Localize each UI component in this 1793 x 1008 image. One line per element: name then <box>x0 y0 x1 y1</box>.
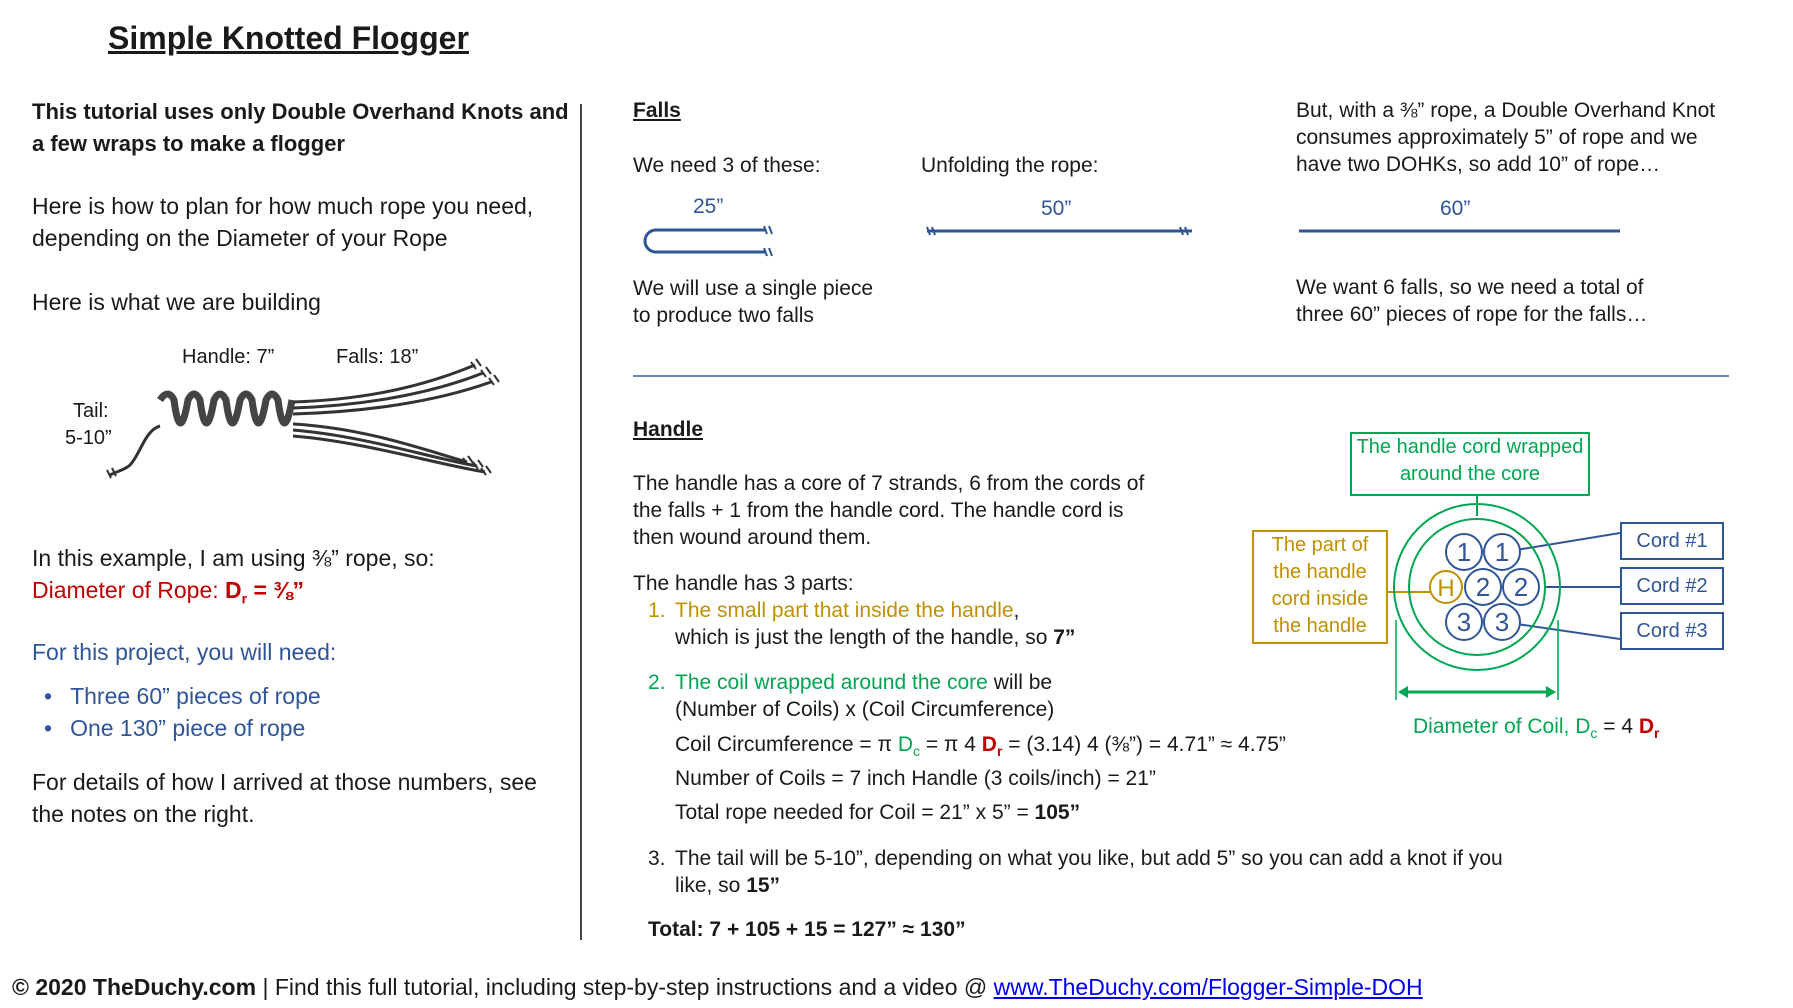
step1-number: 1. <box>648 599 666 622</box>
handle-p1-line2: the falls + 1 from the handle cord. The handle cord is <box>633 499 1124 522</box>
strand-label: 1 <box>1494 537 1510 567</box>
total-length-label: 60” <box>1440 197 1471 220</box>
page-title: Simple Knotted Flogger <box>108 20 469 56</box>
footer <box>12 972 1423 1002</box>
requirements-list <box>32 680 321 744</box>
strand-label: 2 <box>1475 572 1491 602</box>
handle-p1-line1: The handle has a core of 7 strands, 6 from the cords of <box>633 472 1145 495</box>
strand-label: 2 <box>1513 572 1529 602</box>
full-rope-diagram <box>1296 222 1626 242</box>
folded-rope-diagram <box>636 222 786 262</box>
falls-col1-text: We need 3 of these: <box>633 154 821 177</box>
falls-col1-note-1: We will use a single piece <box>633 277 874 300</box>
tail-cord <box>110 426 160 475</box>
falls-col3-note-2: three 60” pieces of rope for the falls… <box>1296 303 1648 326</box>
tail-label: Tail: <box>73 400 109 422</box>
requirements-heading: For this project, you will need: <box>32 639 337 665</box>
total-coil-rope: Total rope needed for Coil = 21” x 5” = 105” <box>675 801 1081 824</box>
step2-line2: (Number of Coils) x (Coil Circumference) <box>675 698 1055 721</box>
tail-length-label: 5-10” <box>65 427 112 449</box>
unfolded-rope-diagram <box>922 222 1197 242</box>
copyright: © 2020 TheDuchy.com <box>12 974 257 1000</box>
example-text: In this example, I am using ⅜” rope, so: <box>32 545 435 571</box>
handle-coil <box>160 394 292 423</box>
column-divider <box>580 104 582 940</box>
flogger-illustration <box>55 340 525 490</box>
cord2-label-box: Cord #2 <box>1620 567 1724 605</box>
handle-strand-label: H <box>1437 575 1455 602</box>
step1-line1: The small part that inside the handle, <box>675 599 1020 622</box>
falls-col3-line1: But, with a ⅜” rope, a Double Overhand Knot <box>1296 99 1716 122</box>
connector-line <box>1510 623 1620 639</box>
connector-line <box>1510 533 1620 551</box>
fold-length-label: 25” <box>693 195 724 218</box>
falls-col1-note-2: to produce two falls <box>633 304 814 327</box>
list-item: • One 130” piece of rope <box>32 712 321 744</box>
handle-length-label: Handle: 7” <box>182 346 275 368</box>
falls-heading: Falls <box>633 99 681 122</box>
cord3-label-box: Cord #3 <box>1620 612 1724 650</box>
falls-col3-line3: have two DOHKs, so add 10” of rope… <box>1296 153 1661 176</box>
building-text: Here is what we are building <box>32 289 321 315</box>
section-divider <box>633 375 1729 377</box>
step3-line2: like, so 15” <box>675 874 781 897</box>
list-item: • Three 60” pieces of rope <box>32 680 321 712</box>
coil-label-box: The handle cord wrapped around the core <box>1350 432 1590 496</box>
intro-lead: This tutorial uses only Double Overhand Knots and a few wraps to make a flogger <box>32 99 569 156</box>
footer-text: | Find this full tutorial, including step-by-step instructions and a video @ <box>256 974 994 1000</box>
falls-col3-note-1: We want 6 falls, so we need a total of <box>1296 276 1644 299</box>
handle-parts-text: The handle has 3 parts: <box>633 572 854 595</box>
step2-line1: The coil wrapped around the core will be <box>675 671 1053 694</box>
details-text: For details of how I arrived at those numbers, see the notes on the right. <box>32 769 537 827</box>
total-line: Total: 7 + 105 + 15 = 127” ≈ 130” <box>648 918 966 941</box>
handle-heading: Handle <box>633 418 704 441</box>
unfolded-length-label: 50” <box>1041 197 1072 220</box>
falls-col3-line2: consumes approximately 5” of rope and we <box>1296 126 1698 149</box>
diameter-of-rope: Diameter of Rope: $D_r$ = ⅜” <box>32 577 305 607</box>
handle-cord-label-box: The part of the handle cord inside the handle <box>1252 530 1388 644</box>
strand-label: 3 <box>1494 607 1510 637</box>
coil-diameter-label: Diameter of Coil, $D_c = 4$ $D_r$ <box>1413 715 1660 742</box>
strand-label: 3 <box>1456 607 1472 637</box>
falls-col2-text: Unfolding the rope: <box>921 154 1099 177</box>
step1-line2: which is just the length of the handle, so 7” <box>675 626 1076 649</box>
plan-text: Here is how to plan for how much rope you need, depending on the Diameter of your Rope <box>32 193 534 251</box>
tutorial-link[interactable]: www.TheDuchy.com/Flogger-Simple-DOH <box>993 974 1423 1000</box>
number-of-coils: Number of Coils = 7 inch Handle (3 coils/inch) = 21” <box>675 767 1156 790</box>
strand-label: 1 <box>1456 537 1472 567</box>
cord1-label-box: Cord #1 <box>1620 522 1724 560</box>
step2-number: 2. <box>648 671 666 694</box>
falls-length-label: Falls: 18” <box>336 346 419 368</box>
step3-number: 3. <box>648 847 666 870</box>
coil-circumference-formula: Coil Circumference = π $D_c = \pi$ 4 $D_r = (3.14)$ 4 (⅜”) = 4.71” ≈ 4.75” <box>675 733 1286 760</box>
falls-knots <box>463 359 499 475</box>
falls-cords <box>293 365 491 472</box>
handle-p1-line3: then wound around them. <box>633 526 872 549</box>
step3-line1: The tail will be 5-10”, depending on what you like, but add 5” so you can add a knot if you <box>675 847 1503 870</box>
